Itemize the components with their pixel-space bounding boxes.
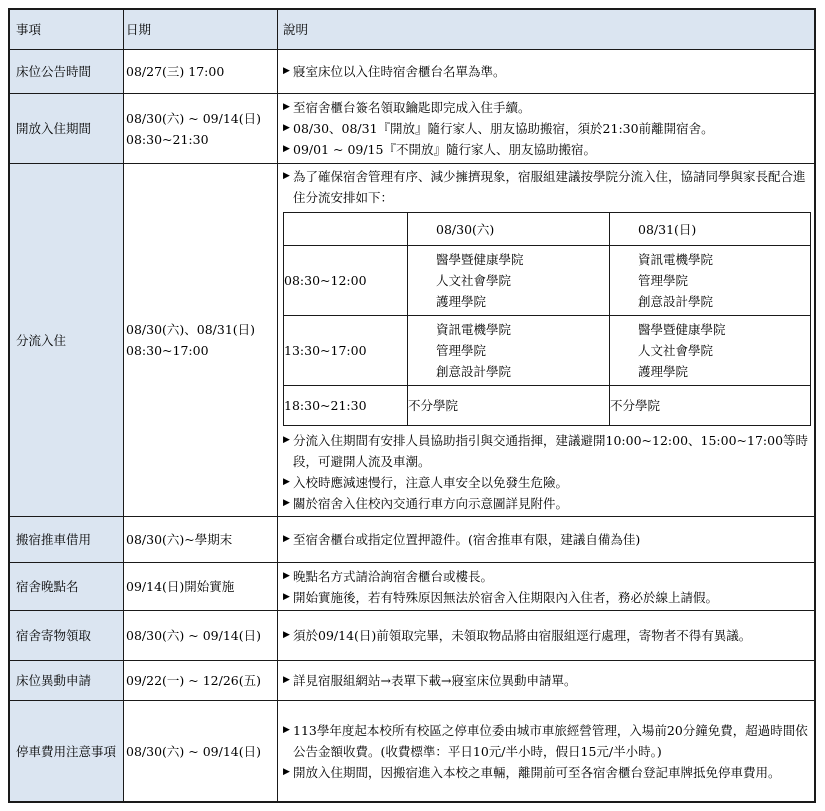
item-label: 停車費用注意事項 — [10, 701, 124, 802]
notes-cell — [278, 164, 815, 517]
item-label: 床位異動申請 — [10, 661, 124, 701]
bullet-icon: ▶ — [283, 66, 290, 76]
bullet-icon: ▶ — [283, 435, 290, 445]
date-text: 08/30(六)、08/31(日) — [126, 322, 256, 337]
schedule-time: 18:30~21:30 — [284, 386, 408, 426]
bullet-icon: ▶ — [283, 534, 290, 544]
row-parking-fees — [10, 701, 815, 802]
notes-cell — [278, 611, 815, 661]
schedule-colleges: 醫學暨健康學院 人文社會學院 護理學院 — [408, 246, 610, 316]
date-cell — [124, 94, 278, 164]
date-cell — [124, 701, 278, 802]
row-bed-change — [10, 661, 815, 701]
note-line: ▶ 開始實施後，若有特殊原因無法於宿舍入住期限內入住者，務必於線上請假。 — [283, 587, 810, 608]
note-line: ▶ 09/01 ~ 09/15『不開放』隨行家人、朋友協助搬宿。 — [283, 139, 810, 160]
schedule-day-1: 08/30(六) — [408, 213, 610, 246]
note-line: ▶ 晚點名方式請洽詢宿舍櫃台或樓長。 — [283, 566, 810, 587]
schedule-colleges: 醫學暨健康學院 人文社會學院 護理學院 — [610, 316, 811, 386]
bullet-icon: ▶ — [283, 102, 290, 112]
notes-cell — [278, 563, 815, 611]
note-line: ▶ 關於宿舍入住校內交通行車方向示意圖詳見附件。 — [283, 493, 810, 514]
bullet-icon: ▶ — [283, 477, 290, 487]
notes-cell — [278, 94, 815, 164]
bullet-icon: ▶ — [283, 675, 290, 685]
schedule-corner — [284, 213, 408, 246]
date-text: 08/30(六) ~ 09/14(日) — [126, 743, 261, 759]
row-roll-call — [10, 563, 815, 611]
note-line: ▶ 至宿舍櫃台或指定位置押證件。(宿舍推車有限，建議自備為佳) — [283, 529, 810, 550]
header-row — [10, 10, 815, 50]
notes-cell — [278, 701, 815, 802]
dorm-schedule-table — [9, 9, 815, 802]
split-schedule-table — [283, 212, 811, 426]
row-storage-pickup — [10, 611, 815, 661]
schedule-colleges: 不分學院 — [408, 386, 610, 426]
date-text: 08/30(六) ~ 09/14(日) — [126, 110, 261, 126]
row-open-period — [10, 94, 815, 164]
note-line: ▶ 為了確保宿舍管理有序、減少擁擠現象，宿服組建議按學院分流入住，協請同學與家長配合進住分流安排如下： — [283, 166, 810, 208]
note-line: ▶ 至宿舍櫃台簽名領取鑰匙即完成入住手續。 — [283, 97, 810, 118]
date-cell — [124, 50, 278, 94]
schedule-colleges: 不分學院 — [610, 386, 811, 426]
note-line: ▶ 須於09/14(日)前領取完畢，未領取物品將由宿服組逕行處理，寄物者不得有異議。 — [283, 625, 810, 646]
bullet-icon: ▶ — [283, 570, 290, 581]
dorm-schedule-table-frame — [8, 8, 816, 803]
bullet-icon: ▶ — [283, 630, 290, 640]
schedule-row — [284, 246, 811, 316]
item-label: 搬宿推車借用 — [10, 517, 124, 563]
bullet-icon: ▶ — [283, 123, 290, 133]
time-text: 08:30~21:30 — [126, 131, 209, 147]
item-label: 分流入住 — [10, 164, 124, 517]
date-text: 08/30(六) ~ 09/14(日) — [126, 628, 261, 643]
note-line: ▶ 入校時應減速慢行，注意人車安全以免發生危險。 — [283, 472, 810, 493]
schedule-row — [284, 386, 811, 426]
date-text: 09/14(日)開始實施 — [126, 579, 235, 594]
time-text: 08:30~17:00 — [126, 343, 209, 358]
bullet-icon: ▶ — [283, 498, 290, 508]
bullet-icon: ▶ — [283, 766, 290, 777]
date-cell — [124, 661, 278, 701]
schedule-row — [284, 316, 811, 386]
item-label: 開放入住期間 — [10, 94, 124, 164]
schedule-colleges: 資訊電機學院 管理學院 創意設計學院 — [408, 316, 610, 386]
date-cell — [124, 611, 278, 661]
note-line: ▶ 分流入住期間有安排人員協助指引與交通指揮，建議避開10:00~12:00、15:00~17:00等時段，可避開人流及車潮。 — [283, 430, 810, 472]
schedule-colleges: 資訊電機學院 管理學院 創意設計學院 — [610, 246, 811, 316]
header-notes: 說明 — [278, 10, 815, 50]
note-line: ▶ 開放入住期間，因搬宿進入本校之車輛，離開前可至各宿舍櫃台登記車牌抵免停車費用。 — [283, 762, 810, 783]
bullet-icon: ▶ — [283, 724, 290, 735]
bullet-icon: ▶ — [283, 591, 290, 602]
notes-cell — [278, 661, 815, 701]
row-cart-borrow — [10, 517, 815, 563]
date-cell — [124, 563, 278, 611]
schedule-header-row — [284, 213, 811, 246]
schedule-time: 13:30~17:00 — [284, 316, 408, 386]
date-text: 08/30(六)~學期末 — [126, 532, 233, 547]
note-line: ▶ 08/30、08/31『開放』隨行家人、朋友協助搬宿，須於21:30前離開宿舍。 — [283, 118, 810, 139]
header-date: 日期 — [124, 10, 278, 50]
row-bed-announce — [10, 50, 815, 94]
date-cell — [124, 517, 278, 563]
item-label: 床位公告時間 — [10, 50, 124, 94]
note-line: ▶ 113學年度起本校所有校區之停車位委由城市車旅經營管理，入場前20分鐘免費，超過時間依公告金額收費。(收費標準：平日10元/半小時，假日15元/半小時。) — [283, 720, 810, 762]
date-cell — [124, 164, 278, 517]
header-item: 事項 — [10, 10, 124, 50]
note-line: ▶ 寢室床位以入住時宿舍櫃台名單為準。 — [283, 61, 810, 82]
date-text: 08/27(三) 17:00 — [126, 64, 225, 79]
item-label: 宿舍晚點名 — [10, 563, 124, 611]
notes-cell — [278, 517, 815, 563]
schedule-day-2: 08/31(日) — [610, 213, 811, 246]
bullet-icon: ▶ — [283, 171, 290, 181]
date-text: 09/22(一) ~ 12/26(五) — [126, 673, 261, 688]
row-split-checkin — [10, 164, 815, 517]
schedule-time: 08:30~12:00 — [284, 246, 408, 316]
item-label: 宿舍寄物領取 — [10, 611, 124, 661]
note-line: ▶ 詳見宿服組網站→表單下載→寢室床位異動申請單。 — [283, 670, 810, 691]
notes-cell — [278, 50, 815, 94]
bullet-icon: ▶ — [283, 144, 290, 154]
